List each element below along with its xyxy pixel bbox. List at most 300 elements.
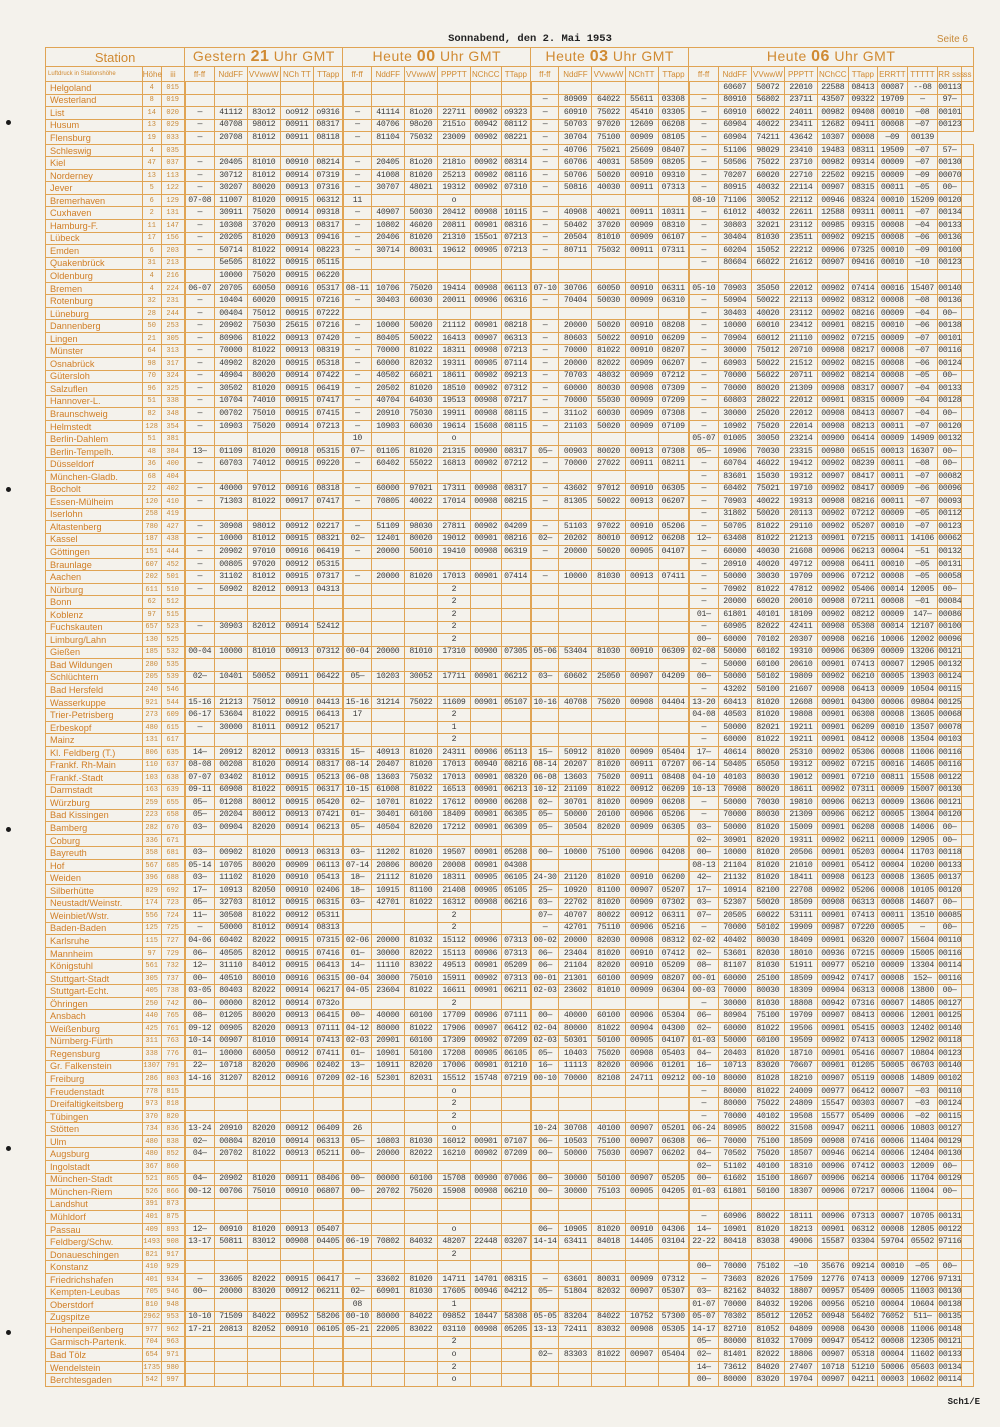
observation-cell [592,859,625,872]
observation-cell: —10 [907,257,938,270]
observation-cell: 81022 [247,332,280,345]
observation-cell: 00208 [214,759,247,772]
station-name: Augsburg [46,1148,143,1161]
observation-cell: 46020 [404,220,437,233]
observation-cell: — [531,345,559,358]
observation-cell: 04209 [658,671,689,684]
observation-cell: 00— [938,458,962,471]
station-height: 205 [142,671,161,684]
observation-cell: 17— [185,885,215,898]
observation-cell: 00129 [938,1135,962,1148]
observation-cell: 00— [938,370,962,383]
observation-cell: 18213 [784,1223,817,1236]
observation-cell: 00914 [280,1135,313,1148]
observation-cell: 12902 [907,1035,938,1048]
observation-cell: 00— [938,182,962,195]
station-height: 151 [142,546,161,559]
observation-cell: 00008 [878,746,908,759]
observation-cell [247,1198,280,1211]
observation-cell: 00903 [559,445,592,458]
observation-cell [470,1211,501,1224]
observation-cell [470,684,501,697]
observation-cell: 60102 [751,646,784,659]
observation-cell: 19414 [437,282,470,295]
observation-cell: 05— [343,1135,371,1148]
observation-cell: — [343,496,371,509]
observation-cell: 40614 [718,746,751,759]
observation-cell [531,596,559,609]
observation-cell [371,433,404,446]
observation-cell: 30911 [214,207,247,220]
observation-cell: 00901 [470,847,501,860]
station-id: 354 [161,420,185,433]
observation-cell: 16012 [437,1135,470,1148]
observation-cell: 00906 [470,295,501,308]
observation-cell: 82100 [751,885,784,898]
observation-cell: 08216 [848,307,878,320]
observation-cell: 2 [437,634,470,647]
observation-cell: 21607 [784,684,817,697]
observation-cell: 06107 [658,232,689,245]
observation-cell [343,1085,371,1098]
observation-cell: o [437,1085,470,1098]
station-id-header: iii [161,67,185,82]
station-id: 946 [161,1286,185,1299]
observation-cell: 05— [531,1286,559,1299]
observation-cell: 50000 [718,721,751,734]
observation-cell: 56402 [848,1311,878,1324]
observation-cell [961,1374,973,1387]
station-row [46,696,974,709]
observation-cell: 50030 [592,295,625,308]
observation-cell [559,1085,592,1098]
observation-cell: 05— [531,822,559,835]
station-height: 131 [142,734,161,747]
station-height: 17 [142,232,161,245]
observation-cell: 00901 [817,709,848,722]
observation-cell: 18409 [437,809,470,822]
observation-cell [501,82,531,95]
observation-cell: 00— [689,671,719,684]
observation-cell: 00904 [625,1023,658,1036]
observation-cell: 23112 [784,307,817,320]
station-name: Dannenberg [46,320,143,333]
observation-cell: 01005 [718,433,751,446]
observation-cell: 2 [437,997,470,1010]
observation-cell: 00902 [817,746,848,759]
observation-cell: 05304 [658,1010,689,1023]
observation-cell: 15748 [470,1073,501,1086]
observation-cell [371,834,404,847]
observation-cell: 04405 [313,1236,343,1249]
observation-cell: 00912 [280,1286,313,1299]
observation-cell: 22502 [817,169,848,182]
observation-cell: —05 [907,1261,938,1274]
observation-cell: 00— [185,1286,215,1299]
observation-cell [404,634,437,647]
observation-cell [343,82,371,95]
observation-cell: 00909 [625,985,658,998]
station-row [46,1073,974,1086]
observation-cell: 00804 [214,1135,247,1148]
observation-cell [404,1123,437,1136]
observation-cell: 24-30 [531,872,559,885]
station-row [46,1098,974,1111]
observation-cell [938,1248,962,1261]
observation-cell: 15547 [817,1098,848,1111]
observation-cell: 10447 [470,1311,501,1324]
observation-cell: 08105 [658,132,689,145]
observation-cell: 12052 [784,1311,817,1324]
observation-cell: 61602 [718,1173,751,1186]
observation-cell [343,1336,371,1349]
observation-cell [214,508,247,521]
observation-cell: 08212 [848,608,878,621]
observation-cell: 00908 [625,696,658,709]
observation-cell: 30403 [718,307,751,320]
observation-cell: 27811 [437,521,470,534]
observation-cell [625,1110,658,1123]
station-height: 654 [142,1349,161,1362]
observation-cell [961,232,973,245]
observation-cell [961,1286,973,1299]
observation-cell: 00070 [938,169,962,182]
observation-cell: 14711 [437,1273,470,1286]
observation-cell: — [689,483,719,496]
observation-cell: 07415 [313,408,343,421]
observation-cell: 06703 [907,1060,938,1073]
observation-cell: 12— [689,533,719,546]
observation-cell: 08218 [501,320,531,333]
observation-cell: 00124 [938,358,962,371]
observation-cell [658,257,689,270]
observation-cell: 05409 [848,1286,878,1299]
observation-cell [592,721,625,734]
observation-cell: 00909 [280,859,313,872]
observation-cell: 00008 [878,571,908,584]
weather-observation-table [45,47,974,1387]
observation-cell: 30000 [718,997,751,1010]
station-height: 734 [142,1123,161,1136]
observation-cell [247,1248,280,1261]
observation-cell: 80030 [751,809,784,822]
observation-cell: 10802 [371,220,404,233]
observation-cell: — [531,521,559,534]
observation-cell [961,1123,973,1136]
observation-cell [658,1098,689,1111]
observation-cell [470,1261,501,1274]
observation-cell: —07 [907,144,938,157]
observation-cell [961,922,973,935]
observation-cell: 25609 [625,144,658,157]
observation-cell: 13903 [907,671,938,684]
observation-cell: 81030 [404,1286,437,1299]
observation-cell: — [689,809,719,822]
observation-cell: 00— [185,997,215,1010]
observation-cell [961,182,973,195]
observation-cell: 2 [437,1361,470,1374]
observation-cell: 20113 [784,508,817,521]
observation-cell: 00912 [280,721,313,734]
observation-cell: 83o12 [247,107,280,120]
observation-cell: 05— [185,809,215,822]
observation-cell: 04404 [658,696,689,709]
observation-cell [343,1223,371,1236]
observation-cell: 06208 [501,797,531,810]
observation-cell: 82012 [247,746,280,759]
observation-cell: 05— [343,671,371,684]
station-id: 532 [161,646,185,659]
observation-cell: 00132 [938,546,962,559]
observation-cell: 72411 [559,1324,592,1337]
observation-cell: 60000 [718,546,751,559]
observation-cell [961,320,973,333]
observation-cell [531,1336,559,1349]
observation-cell: 50000 [718,671,751,684]
observation-cell: 06— [531,960,559,973]
station-id: 685 [161,859,185,872]
observation-cell: 19809 [784,671,817,684]
observation-cell [214,596,247,609]
observation-cell: — [689,922,719,935]
observation-cell: 00008 [878,295,908,308]
station-name: Zugspitze [46,1311,143,1324]
station-id: 727 [161,935,185,948]
observation-cell: 00912 [625,533,658,546]
observation-cell: 07219 [501,1073,531,1086]
observation-cell: 00940 [470,759,501,772]
observation-cell [501,834,531,847]
observation-cell: 05207 [658,885,689,898]
observation-cell: 00942 [470,119,501,132]
observation-cell: 70000 [371,345,404,358]
station-id: 963 [161,1336,185,1349]
observation-cell [470,608,501,621]
observation-cell [878,1248,908,1261]
station-id: 203 [161,245,185,258]
observation-cell: 23711 [784,94,817,107]
observation-cell: 00134 [938,207,962,220]
observation-cell: 00118 [938,1035,962,1048]
observation-cell: 00907 [817,1073,848,1086]
observation-cell: 00902 [470,1148,501,1161]
station-id: 402 [161,483,185,496]
observation-cell: 05-10 [689,282,719,295]
observation-cell: 60000 [718,634,751,647]
observation-cell: 75020 [404,1186,437,1199]
observation-cell: 11202 [371,847,404,860]
observation-cell: — [343,1273,371,1286]
observation-cell [625,583,658,596]
observation-cell: 20307 [784,634,817,647]
observation-cell [961,445,973,458]
observation-cell: 12776 [817,1273,848,1286]
observation-cell [214,1374,247,1387]
observation-cell: 40706 [371,119,404,132]
station-name: Landshut [46,1198,143,1211]
station-height: 311 [142,1035,161,1048]
station-height: 36 [142,458,161,471]
station-height: 1307 [142,1060,161,1073]
observation-cell: 00910 [625,646,658,659]
observation-cell [185,257,215,270]
observation-cell: 30901 [718,834,751,847]
observation-cell: 15911 [437,972,470,985]
observation-cell: 07312 [313,646,343,659]
observation-cell: 81020 [751,847,784,860]
observation-cell [437,558,470,571]
observation-cell: 00987 [817,922,848,935]
station-id: 615 [161,721,185,734]
observation-cell [961,746,973,759]
observation-cell: —51 [907,546,938,559]
observation-cell: 52301 [371,1073,404,1086]
observation-cell: 00130 [938,157,962,170]
station-id: 962 [161,1324,185,1337]
observation-cell [531,634,559,647]
observation-cell [592,270,625,283]
observation-cell [531,1198,559,1211]
observation-cell: 00914 [280,169,313,182]
observation-cell [961,671,973,684]
observation-cell: 75012 [247,307,280,320]
observation-cell [531,194,559,207]
observation-cell [961,910,973,923]
observation-cell: 22588 [817,82,848,95]
observation-cell: 40704 [371,395,404,408]
observation-cell: — [343,420,371,433]
observation-cell [404,659,437,672]
observation-cell: 75020 [592,696,625,709]
observation-cell [470,621,501,634]
observation-cell: 82050 [247,885,280,898]
station-height: 223 [142,809,161,822]
station-height: 396 [142,872,161,885]
station-row [46,1236,974,1249]
observation-cell: 00130 [938,784,962,797]
observation-cell: 00014 [878,583,908,596]
observation-cell: 07325 [848,245,878,258]
observation-cell: 81020 [751,1223,784,1236]
observation-cell [185,144,215,157]
observation-cell: 40100 [592,1123,625,1136]
station-row [46,709,974,722]
observation-cell: —07 [907,496,938,509]
observation-cell [280,508,313,521]
observation-cell: 00140 [938,1060,962,1073]
observation-cell: 05201 [658,1123,689,1136]
observation-cell: 80418 [718,1236,751,1249]
station-name: Lingen [46,332,143,345]
observation-cell [185,1198,215,1211]
observation-cell: 00124 [938,1098,962,1111]
observation-cell: 00008 [878,345,908,358]
observation-cell: 00303 [848,1098,878,1111]
observation-cell: 20000 [559,935,592,948]
station-row [46,834,974,847]
observation-cell: 11102 [214,872,247,885]
observation-cell [592,1261,625,1274]
observation-cell [592,1161,625,1174]
observation-cell: 00— [689,847,719,860]
observation-cell: 08408 [658,772,689,785]
observation-cell: 00947 [817,1336,848,1349]
station-id: 723 [161,897,185,910]
observation-cell: 00906 [625,1060,658,1073]
observation-cell [343,508,371,521]
observation-cell [961,759,973,772]
observation-cell: 00982 [817,157,848,170]
observation-cell: 08-14 [343,759,371,772]
observation-cell: 28022 [751,395,784,408]
observation-cell: 00— [938,834,962,847]
observation-cell [247,1211,280,1224]
observation-cell: 00902 [817,671,848,684]
observation-cell: 00913 [280,345,313,358]
observation-cell [247,433,280,446]
station-id: 224 [161,282,185,295]
observation-cell: 08213 [848,420,878,433]
observation-cell: 15113 [437,947,470,960]
station-row [46,797,974,810]
observation-cell: 40103 [718,772,751,785]
station-name: Schleswig [46,144,143,157]
observation-cell: 21104 [559,960,592,973]
station-height: 258 [142,508,161,521]
observation-cell: 00902 [817,370,848,383]
observation-cell: — [531,483,559,496]
observation-cell: 07313 [501,947,531,960]
observation-cell: 2 [437,922,470,935]
station-name: Mühldorf [46,1211,143,1224]
station-height: 98 [142,358,161,371]
station-id: 818 [161,1098,185,1111]
observation-cell [751,1248,784,1261]
station-row [46,144,974,157]
observation-cell: 00902 [470,370,501,383]
observation-cell: 23410 [784,144,817,157]
observation-cell [658,734,689,747]
observation-cell: — [689,496,719,509]
observation-cell: 07411 [658,571,689,584]
observation-cell: 06217 [313,985,343,998]
observation-cell: 00912 [625,784,658,797]
observation-cell [501,634,531,647]
observation-cell: 00908 [470,395,501,408]
station-id: 738 [161,985,185,998]
observation-cell: 06308 [848,709,878,722]
observation-cell: 08317 [501,483,531,496]
observation-cell: 30708 [559,1123,592,1136]
observation-cell [280,634,313,647]
observation-cell [214,1161,247,1174]
station-id: 655 [161,797,185,810]
observation-cell: 60100 [404,1035,437,1048]
observation-cell [625,194,658,207]
station-height: 526 [142,1186,161,1199]
observation-cell: 07413 [848,1035,878,1048]
observation-cell: 31214 [371,696,404,709]
observation-cell [592,508,625,521]
observation-cell: 06311 [658,282,689,295]
station-name: Trier-Petrisberg [46,709,143,722]
observation-cell: 50000 [214,922,247,935]
observation-cell: 00008 [878,370,908,383]
observation-cell: 00-04 [185,646,215,659]
observation-cell: 30707 [371,182,404,195]
observation-cell [961,1311,973,1324]
observation-cell: 06211 [501,985,531,998]
